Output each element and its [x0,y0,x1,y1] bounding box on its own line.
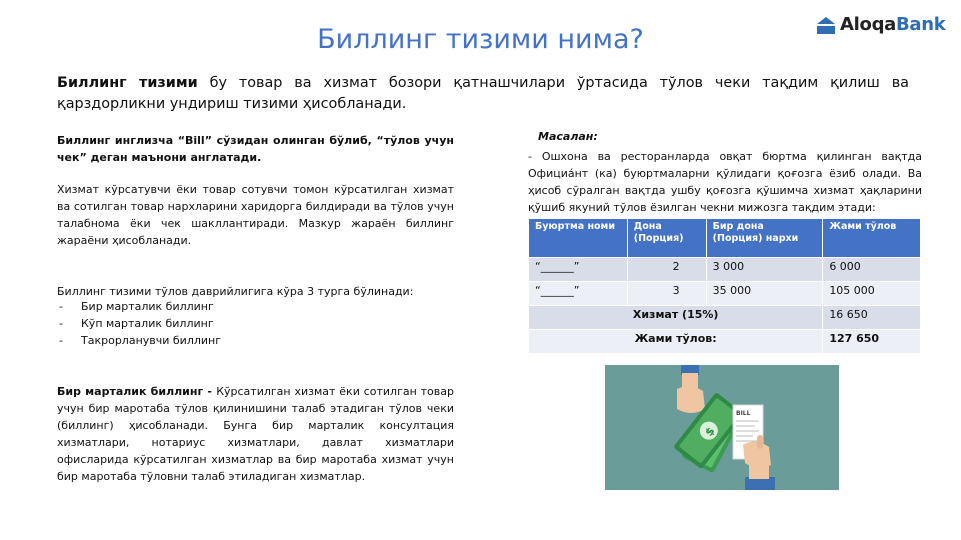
table-cell: 2 [627,258,706,282]
total-row [529,330,921,354]
table-cell: 6 000 [823,258,921,282]
list-item: - Кўп марталик биллинг [57,315,221,332]
bill-paper-label: BILL [736,410,751,417]
service-fee-row [529,306,921,330]
total-label: Жами тўлов: [529,330,823,354]
one-time-billing-term: Бир марталик биллинг - [57,385,217,398]
table-cell: 105 000 [823,282,921,306]
list-item: - Такрорланувчи биллинг [57,332,221,349]
logo-text-bank: Bank [896,14,946,35]
page-title: Биллинг тизими нима? [317,24,644,55]
intro-definition: бу товар ва хизмат бозори қатнашчилари ўртасида тўлов чеки тақдим қилиш ва қарздорликни ундириш тизими ҳисобланади. [57,75,910,112]
table-header-row [529,219,921,258]
payment-illustration [605,365,839,490]
column-header: Дона (Порция) [627,219,706,258]
column-header: Буюртма номи [529,219,628,258]
example-heading: Масалан: [538,130,598,143]
table-cell: “______” [529,282,628,306]
one-time-billing-paragraph [57,383,454,485]
intro-term: Биллинг тизими [57,75,198,91]
table-cell: “______” [529,258,628,282]
one-time-billing-definition: Кўрсатилган хизмат ёки сотилган товар учун бир маротаба тўлов қилинишини талаб этадиган тўлов чеки (биллинг) ҳисобланади. Бунга бир марталик консултация хизматлари, нотариус хизматлари, давлат хизматлари офисларида кўрсатилган хизматлар ва бир маротаба хизмат учун бир маротаба тўловни талаб этиладиган хизматлар. [57,385,454,483]
billing-process-paragraph: Хизмат кўрсатувчи ёки товар сотувчи томон кўрсатилган хизмат ва сотилган товар нархларини харидорга билдиради ва тўлов учун талабнома ёки чек шакллантиради. Мазкур жараён биллинг жараёни ҳисобланади. [57,183,454,247]
column-header: Бир дона (Порция) нархи [706,219,823,258]
svg-text:$: $ [702,424,718,439]
aloqabank-logo-icon [816,15,836,35]
service-fee-value: 16 650 [823,306,921,330]
billing-types-list [57,298,221,349]
table-cell: 3 000 [706,258,823,282]
billing-types-intro: Биллинг тизими тўлов даврийлигига кўра 3 турга бўлинади: [57,285,414,298]
table-row [529,258,921,282]
total-value: 127 650 [823,330,921,354]
service-fee-label: Хизмат (15%) [529,306,823,330]
list-item: - Бир марталик биллинг [57,298,221,315]
column-header: Жами тўлов [823,219,921,258]
table-cell: 35 000 [706,282,823,306]
logo-text-aloqa: Aloqa [840,14,896,35]
example-paragraph: - Ошхона ва ресторанларда овқат бюртма қилинган вақтда Официа́нт (ка) буюртмаларни қўлидаги қоғозга ёзиб олади. Ва ҳисоб сўралган вақтда ушбу қоғозга қўшимча хизмат ҳақларини қўшиб якуний тўлов ёзилган чекни мижозга тақдим этади: [528,150,922,214]
bill-table [528,218,921,354]
aloqabank-logo [816,14,945,35]
table-row [529,282,921,306]
table-cell: 3 [627,282,706,306]
intro-paragraph [57,73,909,115]
bill-origin-paragraph: Биллинг инглизча “Bill” сўзидан олинган бўлиб, “тўлов учун чек” деган маънони англатади. [57,134,454,164]
